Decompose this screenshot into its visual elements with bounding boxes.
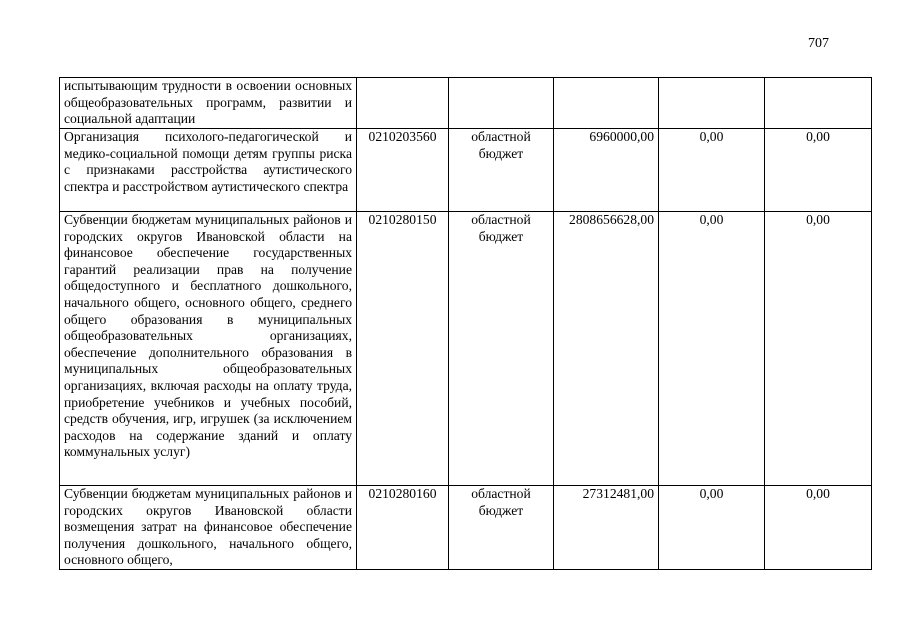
- row-amount: 27312481,00: [554, 486, 659, 570]
- row-source: [449, 78, 554, 129]
- row-source: [449, 129, 554, 212]
- row-value3: [765, 78, 872, 129]
- row-source-line2: бюджет: [478, 145, 524, 161]
- row-amount: 2808656628,00: [554, 212, 659, 486]
- table-row: [60, 78, 872, 129]
- table-row: [60, 486, 872, 570]
- row-amount: [554, 78, 659, 129]
- row-source-line2: бюджет: [478, 502, 524, 518]
- row-description: испытывающим трудности в освоении основных общеобразовательных программ, развитии и социальной адаптации: [60, 78, 357, 129]
- row-value3: 0,00: [765, 129, 872, 212]
- row-description: Субвенции бюджетам муниципальных районов и городских округов Ивановской области возмещения затрат на финансовое обеспечение получения дошкольного, начального общего, основного общего,: [60, 486, 357, 570]
- row-value2: [659, 78, 765, 129]
- row-amount: 6960000,00: [554, 129, 659, 212]
- row-value2: 0,00: [659, 486, 765, 570]
- row-source: [449, 212, 554, 486]
- row-value2: 0,00: [659, 129, 765, 212]
- budget-table: [59, 77, 872, 570]
- table-row: [60, 129, 872, 212]
- row-value3: 0,00: [765, 212, 872, 486]
- row-value3: 0,00: [765, 486, 872, 570]
- row-code: 0210280160: [357, 486, 449, 570]
- row-source-line1: областной: [471, 212, 531, 227]
- row-description: Субвенции бюджетам муниципальных районов и городских округов Ивановской области на финансовое обеспечение государственных гарантий реализации прав на получение общедоступного и бесплатного дошкольного, начального общего, основного общего, среднего общего образования в муниципальных общеобразовательных организациях, обеспечение дополнительного образования в муниципальных общеобразовательных организациях, включая расходы на оплату труда, приобретение учебников и учебных пособий, средств обучения, игр, игрушек (за исключением расходов на содержание зданий и оплату коммунальных услуг): [60, 212, 357, 486]
- row-source-line2: бюджет: [478, 228, 524, 244]
- page-number: 707: [808, 36, 829, 51]
- row-source: [449, 486, 554, 570]
- row-code: 0210280150: [357, 212, 449, 486]
- row-value2: 0,00: [659, 212, 765, 486]
- row-description: Организация психолого-педагогической и медико-социальной помощи детям группы риска с признаками расстройства аутистического спектра и расстройством аутистического спектра: [60, 129, 357, 212]
- row-code: [357, 78, 449, 129]
- row-source-line1: областной: [471, 486, 531, 501]
- row-code: 0210203560: [357, 129, 449, 212]
- table-row: [60, 212, 872, 486]
- row-source-line1: областной: [471, 129, 531, 144]
